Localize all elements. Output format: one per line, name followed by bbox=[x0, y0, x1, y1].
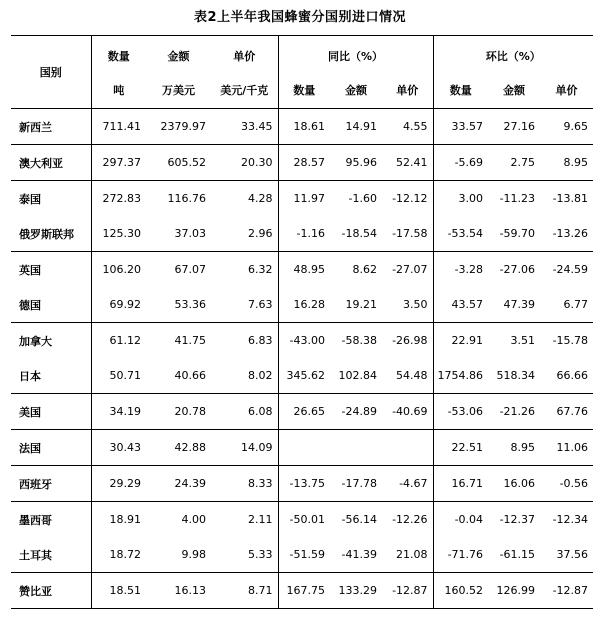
unit-price-cell: 7.63 bbox=[211, 287, 278, 323]
mom-price-cell: -0.56 bbox=[540, 466, 593, 502]
unit-price-cell: 2.96 bbox=[211, 216, 278, 252]
table-row bbox=[11, 323, 593, 359]
amount-cell: 2379.97 bbox=[146, 109, 211, 145]
yoy-price-cell: 3.50 bbox=[382, 287, 433, 323]
mom-price-cell: 67.76 bbox=[540, 394, 593, 430]
table-row bbox=[11, 430, 593, 466]
yoy-amount-cell: 14.91 bbox=[330, 109, 382, 145]
yoy-price-cell: -12.87 bbox=[382, 573, 433, 609]
yoy-quantity-cell: -43.00 bbox=[289, 334, 325, 347]
quantity-cell: 61.12 bbox=[109, 334, 141, 347]
header-row-top bbox=[11, 36, 593, 72]
mom-amount-cell: -12.37 bbox=[499, 513, 536, 526]
amount-cell: 4.00 bbox=[181, 513, 206, 526]
mom-quantity-cell: -5.69 bbox=[433, 145, 488, 181]
mom-quantity-cell: 33.57 bbox=[433, 109, 488, 145]
mom-quantity-cell: -71.76 bbox=[433, 537, 488, 573]
country-cell: 土耳其 bbox=[11, 537, 91, 573]
yoy-price-cell: -40.69 bbox=[382, 394, 433, 430]
yoy-price-cell: 52.41 bbox=[382, 145, 433, 181]
country-cell: 加拿大 bbox=[11, 323, 91, 359]
mom-price-cell: 8.95 bbox=[540, 145, 593, 181]
country-cell: 德国 bbox=[11, 287, 91, 323]
yoy-amount-cell: -41.39 bbox=[330, 537, 382, 573]
mom-price-cell: -13.26 bbox=[540, 216, 593, 252]
amount-cell: 24.39 bbox=[146, 466, 211, 502]
yoy-amount-cell: -56.14 bbox=[341, 513, 377, 526]
header-quantity-unit: 吨 bbox=[91, 72, 146, 109]
import-table bbox=[11, 35, 593, 609]
table-row bbox=[11, 358, 593, 394]
mom-amount-cell: -27.06 bbox=[499, 263, 536, 276]
table-title: 表2上半年我国蜂蜜分国别进口情况 bbox=[193, 10, 407, 25]
quantity-cell: 297.37 bbox=[91, 145, 146, 181]
mom-amount-cell: 3.51 bbox=[510, 334, 536, 347]
mom-quantity-cell: 43.57 bbox=[433, 287, 488, 323]
quantity-cell: 18.91 bbox=[109, 513, 141, 526]
table-row bbox=[11, 287, 593, 323]
table-row bbox=[11, 466, 593, 502]
amount-cell: 9.98 bbox=[146, 537, 211, 573]
mom-quantity-cell: 1754.86 bbox=[433, 358, 488, 394]
unit-price-cell: 20.30 bbox=[211, 145, 278, 181]
yoy-price-cell: -17.58 bbox=[382, 216, 433, 252]
yoy-price-cell bbox=[382, 430, 433, 466]
amount-cell: 37.03 bbox=[146, 216, 211, 252]
mom-price-cell: -24.59 bbox=[552, 263, 589, 276]
quantity-cell: 106.20 bbox=[102, 263, 141, 276]
quantity-cell: 30.43 bbox=[91, 430, 146, 466]
mom-quantity-cell: 3.00 bbox=[458, 192, 484, 205]
mom-quantity-cell: 22.91 bbox=[451, 334, 484, 347]
header-unit-price: 单价 bbox=[211, 36, 278, 72]
country-cell: 日本 bbox=[11, 358, 91, 394]
header-mom-quantity: 数量 bbox=[433, 72, 488, 109]
country-cell: 英国 bbox=[11, 252, 91, 288]
yoy-quantity-cell: 18.61 bbox=[278, 109, 330, 145]
yoy-quantity-cell: 26.65 bbox=[278, 394, 330, 430]
unit-price-cell: 6.08 bbox=[211, 394, 278, 430]
quantity-cell: 18.51 bbox=[91, 573, 146, 609]
unit-price-cell: 4.28 bbox=[211, 181, 278, 217]
mom-amount-cell: -61.15 bbox=[488, 537, 540, 573]
unit-price-cell: 14.09 bbox=[211, 430, 278, 466]
unit-price-cell: 8.33 bbox=[211, 466, 278, 502]
country-cell: 法国 bbox=[11, 430, 91, 466]
country-cell: 新西兰 bbox=[11, 109, 91, 145]
quantity-cell: 34.19 bbox=[91, 394, 146, 430]
mom-quantity-cell: -3.28 bbox=[454, 263, 484, 276]
mom-amount-cell: 27.16 bbox=[488, 109, 540, 145]
mom-amount-cell: 518.34 bbox=[488, 358, 540, 394]
yoy-price-cell: -12.12 bbox=[382, 181, 433, 217]
header-yoy-quantity: 数量 bbox=[278, 72, 330, 109]
table-row bbox=[11, 145, 593, 181]
mom-amount-cell: 47.39 bbox=[488, 287, 540, 323]
yoy-amount-cell: 95.96 bbox=[330, 145, 382, 181]
yoy-price-cell: 54.48 bbox=[382, 358, 433, 394]
mom-price-cell: 11.06 bbox=[540, 430, 593, 466]
quantity-cell: 50.71 bbox=[91, 358, 146, 394]
yoy-quantity-cell: 48.95 bbox=[293, 263, 325, 276]
header-yoy-amount: 金额 bbox=[330, 72, 382, 109]
table-row bbox=[11, 573, 593, 609]
amount-cell: 53.36 bbox=[146, 287, 211, 323]
mom-amount-cell: -21.26 bbox=[488, 394, 540, 430]
yoy-quantity-cell: 167.75 bbox=[278, 573, 330, 609]
yoy-price-cell: -26.98 bbox=[382, 323, 433, 359]
mom-price-cell: -12.87 bbox=[540, 573, 593, 609]
amount-cell: 605.52 bbox=[146, 145, 211, 181]
yoy-price-cell: -27.07 bbox=[382, 252, 433, 288]
yoy-price-cell: -12.26 bbox=[382, 502, 433, 538]
yoy-price-cell: -4.67 bbox=[382, 466, 433, 502]
header-row-bottom bbox=[11, 72, 593, 109]
mom-price-cell: -13.81 bbox=[552, 192, 589, 205]
quantity-cell: 29.29 bbox=[91, 466, 146, 502]
yoy-amount-cell: -58.38 bbox=[341, 334, 377, 347]
mom-amount-cell: 16.06 bbox=[488, 466, 540, 502]
table-row bbox=[11, 502, 593, 538]
mom-amount-cell: -11.23 bbox=[499, 192, 536, 205]
yoy-amount-cell: 102.84 bbox=[330, 358, 382, 394]
yoy-quantity-cell: 28.57 bbox=[278, 145, 330, 181]
yoy-quantity-cell: -50.01 bbox=[289, 513, 325, 526]
country-cell: 西班牙 bbox=[11, 466, 91, 502]
mom-price-cell: -12.34 bbox=[552, 513, 589, 526]
country-cell: 赞比亚 bbox=[11, 573, 91, 609]
mom-quantity-cell: 22.51 bbox=[433, 430, 488, 466]
table-row bbox=[11, 537, 593, 573]
yoy-quantity-cell: 11.97 bbox=[293, 192, 325, 205]
unit-price-cell: 8.71 bbox=[211, 573, 278, 609]
mom-amount-cell: 2.75 bbox=[488, 145, 540, 181]
quantity-cell: 125.30 bbox=[91, 216, 146, 252]
unit-price-cell: 2.11 bbox=[211, 502, 278, 538]
amount-cell: 41.75 bbox=[174, 334, 206, 347]
yoy-quantity-cell: 345.62 bbox=[278, 358, 330, 394]
mom-amount-cell: -59.70 bbox=[488, 216, 540, 252]
yoy-price-cell: 21.08 bbox=[382, 537, 433, 573]
amount-cell: 40.66 bbox=[146, 358, 211, 394]
country-cell: 美国 bbox=[11, 394, 91, 430]
mom-quantity-cell: -0.04 bbox=[454, 513, 484, 526]
amount-cell: 67.07 bbox=[174, 263, 206, 276]
yoy-quantity-cell: 16.28 bbox=[278, 287, 330, 323]
table-row bbox=[11, 109, 593, 145]
yoy-amount-cell: 8.62 bbox=[352, 263, 377, 276]
mom-quantity-cell: -53.06 bbox=[433, 394, 488, 430]
table-body bbox=[11, 109, 593, 609]
header-yoy-price: 单价 bbox=[382, 72, 433, 109]
yoy-quantity-cell: -1.16 bbox=[278, 216, 330, 252]
yoy-amount-cell: -1.60 bbox=[348, 192, 377, 205]
unit-price-cell: 33.45 bbox=[211, 109, 278, 145]
mom-price-cell: 66.66 bbox=[540, 358, 593, 394]
country-cell: 澳大利亚 bbox=[11, 145, 91, 181]
header-amount-unit: 万美元 bbox=[146, 72, 211, 109]
mom-quantity-cell: -53.54 bbox=[433, 216, 488, 252]
mom-amount-cell: 8.95 bbox=[488, 430, 540, 466]
yoy-amount-cell bbox=[330, 430, 382, 466]
header-mom: 环比（%） bbox=[485, 49, 541, 63]
yoy-quantity-cell bbox=[278, 430, 330, 466]
yoy-amount-cell: -24.89 bbox=[330, 394, 382, 430]
header-mom-amount: 金额 bbox=[488, 72, 540, 109]
country-cell: 泰国 bbox=[11, 181, 91, 217]
yoy-price-cell: 4.55 bbox=[382, 109, 433, 145]
quantity-cell: 18.72 bbox=[91, 537, 146, 573]
yoy-amount-cell: 133.29 bbox=[330, 573, 382, 609]
mom-amount-cell: 126.99 bbox=[488, 573, 540, 609]
header-country: 国别 bbox=[11, 36, 91, 109]
quantity-cell: 711.41 bbox=[91, 109, 146, 145]
header-mom-price: 单价 bbox=[540, 72, 593, 109]
mom-price-cell: 9.65 bbox=[540, 109, 593, 145]
yoy-quantity-cell: -13.75 bbox=[278, 466, 330, 502]
unit-price-cell: 8.02 bbox=[211, 358, 278, 394]
header-unit-price-unit: 美元/千克 bbox=[211, 72, 278, 109]
country-cell: 墨西哥 bbox=[11, 502, 91, 538]
unit-price-cell: 6.83 bbox=[211, 323, 278, 359]
yoy-quantity-cell: -51.59 bbox=[278, 537, 330, 573]
header-quantity: 数量 bbox=[107, 49, 130, 63]
amount-cell: 42.88 bbox=[146, 430, 211, 466]
mom-quantity-cell: 160.52 bbox=[433, 573, 488, 609]
amount-cell: 116.76 bbox=[167, 192, 206, 205]
table-row bbox=[11, 394, 593, 430]
header-yoy: 同比（%） bbox=[278, 36, 433, 72]
header-amount: 金额 bbox=[167, 49, 190, 63]
amount-cell: 16.13 bbox=[146, 573, 211, 609]
mom-price-cell: 37.56 bbox=[540, 537, 593, 573]
yoy-amount-cell: -17.78 bbox=[330, 466, 382, 502]
mom-price-cell: -15.78 bbox=[552, 334, 589, 347]
quantity-cell: 69.92 bbox=[91, 287, 146, 323]
mom-quantity-cell: 16.71 bbox=[433, 466, 488, 502]
mom-price-cell: 6.77 bbox=[540, 287, 593, 323]
unit-price-cell: 6.32 bbox=[211, 252, 278, 288]
table-row bbox=[11, 216, 593, 252]
quantity-cell: 272.83 bbox=[102, 192, 141, 205]
amount-cell: 20.78 bbox=[146, 394, 211, 430]
table-row bbox=[11, 252, 593, 288]
yoy-amount-cell: -18.54 bbox=[330, 216, 382, 252]
unit-price-cell: 5.33 bbox=[211, 537, 278, 573]
country-cell: 俄罗斯联邦 bbox=[11, 216, 91, 252]
yoy-amount-cell: 19.21 bbox=[330, 287, 382, 323]
table-row bbox=[11, 181, 593, 217]
